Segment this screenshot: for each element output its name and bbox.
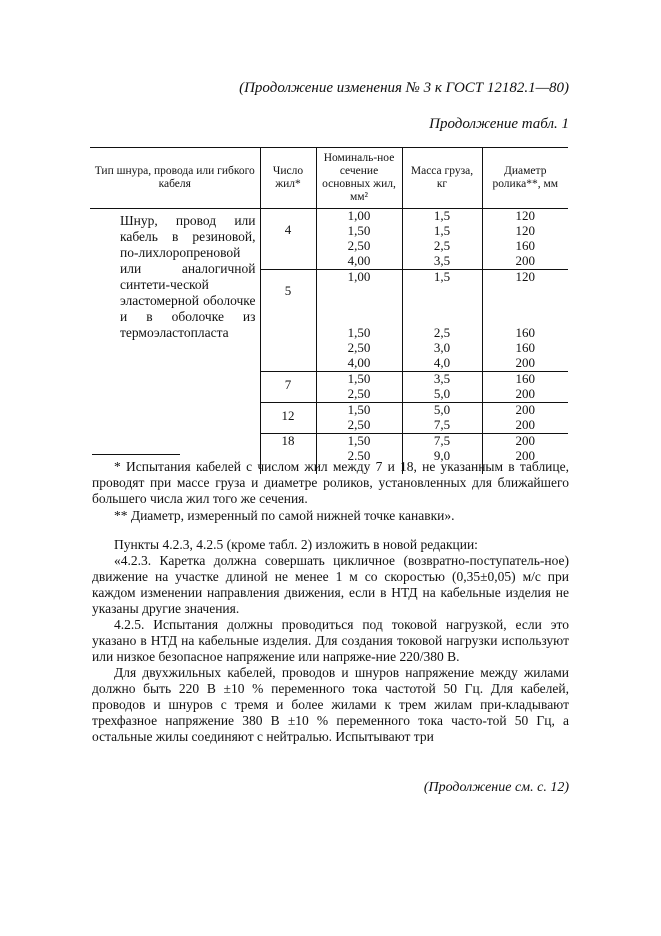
cell-section: 1,50 <box>316 403 402 419</box>
cell-section: 2.50 <box>316 449 402 474</box>
body-text <box>92 537 569 745</box>
cell-mass: 9,0 <box>402 449 482 474</box>
footnote-divider <box>92 454 180 455</box>
cell-mass: 2,5 <box>402 326 482 341</box>
cell-diameter: 160 <box>482 341 568 356</box>
table-row <box>90 341 568 356</box>
cell-section: 2,50 <box>316 387 402 403</box>
cell-diameter: 160 <box>482 326 568 341</box>
cell-mass: 4,0 <box>402 356 482 372</box>
cell-section: 1,50 <box>316 224 402 239</box>
cell-mass: 3,0 <box>402 341 482 356</box>
table-header-row <box>90 148 568 209</box>
cell-mass: 5,0 <box>402 403 482 419</box>
cores-7: 7 <box>260 372 316 403</box>
cell-diameter: 120 <box>482 224 568 239</box>
footnote-1: * Испытания кабелей с числом жил между 7 и 18, не указанным в таблице, проводят при массе груза и диаметре роликов, установленных для ближайшего большего числа жил того же сечения. <box>92 459 569 506</box>
cell-diameter: 200 <box>482 387 568 403</box>
cell-diameter: 200 <box>482 418 568 434</box>
cell-diameter: 120 <box>482 270 568 327</box>
cell-section: 1,50 <box>316 434 402 450</box>
paragraph-4-2-5: 4.2.5. Испытания должны проводиться под токовой нагрузкой, если это указано в НТД на кабельные изделия. Для создания токовой нагрузки используют или низкое безопасное напряжение или напряже-ние 220/380 В. <box>92 617 569 664</box>
cores-12: 12 <box>260 403 316 434</box>
cell-section: 4,00 <box>316 356 402 372</box>
cell-section: 2,50 <box>316 341 402 356</box>
cell-mass: 5,0 <box>402 387 482 403</box>
cell-section: 2,50 <box>316 418 402 434</box>
footnote-2: ** Диаметр, измеренный по самой нижней точке канавки». <box>114 508 455 523</box>
cell-diameter: 200 <box>482 434 568 450</box>
cell-section: 1,50 <box>316 372 402 388</box>
header-cross-section: Номиналь-ное сечение основных жил, мм² <box>316 148 402 209</box>
cell-diameter: 200 <box>482 449 568 474</box>
cell-mass: 3,5 <box>402 372 482 388</box>
cell-mass: 7,5 <box>402 434 482 450</box>
cell-section: 4,00 <box>316 254 402 270</box>
cell-section: 1,00 <box>316 209 402 225</box>
cores-4: 4 <box>260 209 316 270</box>
cell-mass: 1,5 <box>402 270 482 327</box>
cores-5: 5 <box>260 270 316 372</box>
cell-section: 1,00 <box>316 270 402 327</box>
specification-table <box>90 147 568 474</box>
cell-diameter: 200 <box>482 403 568 419</box>
paragraph-voltage: Для двухжильных кабелей, проводов и шнуров напряжение между жилами должно быть 220 В ±10 % переменного тока частотой 50 Гц. Для кабелей, проводов и шнуров с тремя и более жилами к трем жилам при-кладывают трехфазное напряжение 380 В ±10 % переменного тока часто-той 50 Гц, а остальные жилы соединяют с нейтралью. Испытывают три <box>92 665 569 744</box>
continuation-header: (Продолжение изменения № 3 к ГОСТ 12182.1—80) <box>239 80 569 96</box>
cell-diameter: 200 <box>482 254 568 270</box>
header-cores: Число жил* <box>260 148 316 209</box>
continuation-footer: (Продолжение см. с. 12) <box>423 780 569 795</box>
cell-diameter: 120 <box>482 209 568 225</box>
table-caption: Продолжение табл. 1 <box>429 116 569 132</box>
cores-18: 18 <box>260 434 316 475</box>
cell-section: 2,50 <box>316 239 402 254</box>
cell-mass: 2,5 <box>402 239 482 254</box>
paragraph-4-2-3: «4.2.3. Каретка должна совершать цикличное (возвратно-поступатель-ное) движение на участке длиной не менее 1 м со скоростью (0,35±0,05) м/с при каждом изменении направления движения, если в НТД на кабельные изделия не указаны другие значения. <box>92 553 569 616</box>
cell-mass: 1,5 <box>402 209 482 225</box>
table-row <box>90 209 568 225</box>
header-roller-diameter: Диаметр ролика**, мм <box>482 148 568 209</box>
cell-mass: 1,5 <box>402 224 482 239</box>
cell-mass: 7,5 <box>402 418 482 434</box>
paragraph-intro: Пункты 4.2.3, 4.2.5 (кроме табл. 2) изложить в новой редакции: <box>114 537 478 552</box>
header-load-mass: Масса груза, кг <box>402 148 482 209</box>
cell-section: 1,50 <box>316 326 402 341</box>
cable-type-description: Шнур, провод или кабель в резиновой, по-лихлоропреновой или аналогичной синтети-ческой эластомерной оболочке и в оболочке из термоэластопласта <box>120 213 256 340</box>
cell-mass: 3,5 <box>402 254 482 270</box>
cell-diameter: 160 <box>482 372 568 388</box>
cell-diameter: 200 <box>482 356 568 372</box>
cell-diameter: 160 <box>482 239 568 254</box>
header-cable-type: Тип шнура, провода или гибкого кабеля <box>90 148 260 209</box>
